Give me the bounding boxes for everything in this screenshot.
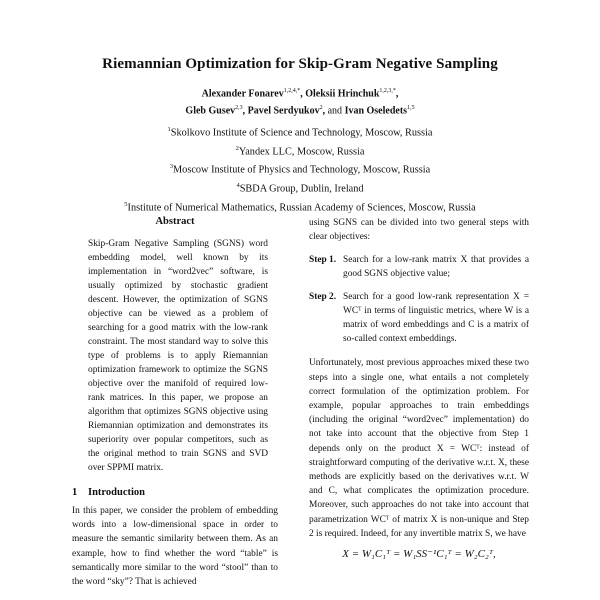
affiliation-number: 4 <box>236 181 240 189</box>
intro-paragraph: In this paper, we consider the problem of embedding words into a low-dimensional space in order to measure the semantic similarity between them. As an example, how to find whether the word “table” is semantically more similar to the word “stool” than to the word “sky”? That is achieved <box>72 506 278 588</box>
author-name: Gleb Gusev <box>185 105 236 117</box>
affiliation <box>0 122 600 141</box>
author-line-1: Alexander Fonarev$^{1,2,4,*}$, Oleksii Hrinchuk$^{1,2,3,*}$, <box>201 88 399 100</box>
affiliation <box>0 178 600 197</box>
affiliation-text: Skolkovo Institute of Science and Technology, Moscow, Russia <box>170 127 433 139</box>
affiliation-number: 5 <box>124 200 128 208</box>
section-number: 1 <box>72 487 78 498</box>
section-title: Introduction <box>88 487 145 498</box>
affiliation <box>0 197 600 216</box>
body-paragraph: Unfortunately, most previous approaches mixed these two steps into a single one, what entails a not completely correct formulation of the optimization problem. For example, popular approaches to train embeddings (including the original “word2vec” implementation) do not take into account that the objective from Step 1 depends only on the product X = WCᵀ: instead of straightforward computing of the derivative w.r.t. X, these methods are explicitly based on the derivatives w.r.t. W and C, what complicates the optimization procedure. Moreover, such approaches do not take into account that parametrization WCᵀ of matrix X is non-unique and Step 2 is required. Indeed, for any invertible matrix S, we have <box>309 358 529 539</box>
author-sup: 1,2,3,* <box>379 88 396 94</box>
affiliation-text: Yandex LLC, Moscow, Russia <box>238 146 365 158</box>
step-text: Search for a good low-rank representation X = WCᵀ in terms of linguistic metrics, where W is a matrix of word embeddings and C is a matrix of so-called context embeddings. <box>343 292 529 345</box>
right-column <box>309 216 529 560</box>
author-name: Oleksii Hrinchuk <box>305 88 380 100</box>
author-line-2: Gleb Gusev$^{2,3}$, Pavel Serdyukov$^2$, and Ivan Oseledets$^{1,5}$ <box>185 105 415 117</box>
step-item <box>309 290 529 346</box>
equation: X = W₁C₁ᵀ = W₁SS⁻¹C₁ᵀ = W₂C₂ᵀ, <box>342 548 496 561</box>
affiliation-number: 3 <box>169 163 174 171</box>
affiliation-number: 1 <box>167 126 171 133</box>
affiliation-text: Institute of Numerical Mathematics, Russian Academy of Sciences, Moscow, Russia <box>127 201 476 213</box>
author-and: and <box>327 105 343 117</box>
author-sup: 1,2,4,* <box>283 88 301 94</box>
author-sup: 2 <box>319 105 323 112</box>
affiliations <box>0 122 600 215</box>
left-column <box>72 216 278 589</box>
steps-intro: using SGNS can be divided into two general steps with clear objectives: <box>309 218 529 243</box>
author-name: Pavel Serdyukov <box>247 105 320 117</box>
step-label: Step 2. <box>309 292 337 303</box>
step-item <box>309 253 529 281</box>
author-name: Alexander Fonarev <box>201 88 284 100</box>
affiliation <box>0 159 600 178</box>
step-text: Search for a low-rank matrix X that provides a good SGNS objective value; <box>343 255 529 280</box>
affiliation <box>0 141 600 160</box>
affiliation-number: 2 <box>235 144 239 152</box>
section-heading <box>72 487 278 498</box>
affiliation-text: Moscow Institute of Physics and Technology, Moscow, Russia <box>173 164 431 176</box>
step-label: Step 1. <box>309 255 337 266</box>
author-name: Ivan Oseledets <box>344 105 408 117</box>
affiliation-text: SBDA Group, Dublin, Ireland <box>239 183 364 195</box>
author-sup: 2,3 <box>235 105 243 112</box>
paper-title: Riemannian Optimization for Skip-Gram Negative Sampling <box>102 56 498 72</box>
abstract-heading: Abstract <box>155 216 195 227</box>
author-sup: 1,5 <box>407 105 415 112</box>
author-block <box>0 84 600 119</box>
abstract-text: Skip-Gram Negative Sampling (SGNS) word embedding model, well known by its implementation in “word2vec” software, is usually optimized by stochastic gradient descent. However, the optimization of SGNS objective can be viewed as a problem of searching for a good matrix with the low-rank constraint. The most standard way to solve this type of problems is to apply Riemannian optimization framework to optimize the SGNS objective over the manifold of required low-rank matrices. In this paper, we propose an algorithm that optimizes SGNS objective using Riemannian optimization and demonstrates its superiority over popular competitors, such as the original method to train SGNS and SVD over SPPMI matrix. <box>88 239 268 473</box>
steps-list <box>309 253 529 346</box>
